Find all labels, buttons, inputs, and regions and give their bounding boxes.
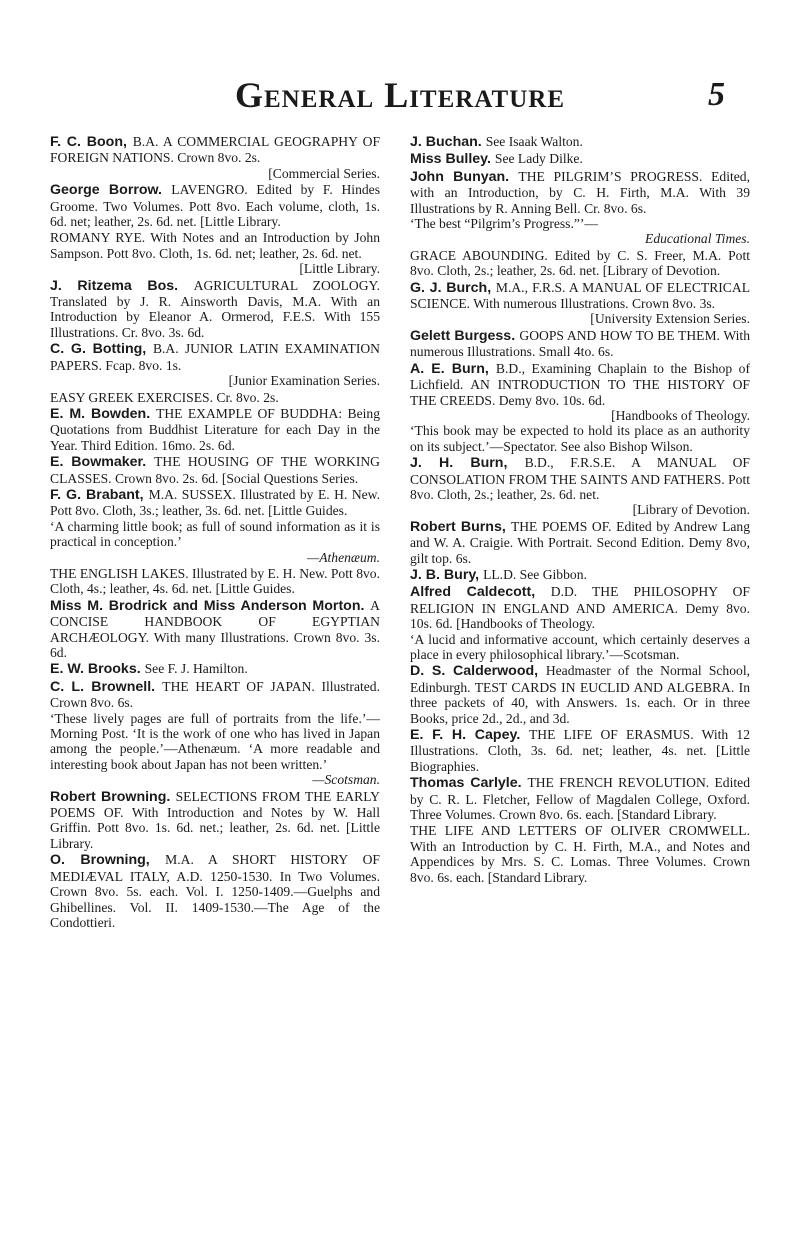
entry-quote: ‘The best “Pilgrim’s Progress.”’— — [410, 216, 599, 232]
catalogue-entry — [50, 182, 380, 229]
entry-series: [Little Library. — [299, 261, 380, 277]
entry-series: [Commercial Series. — [268, 165, 380, 181]
catalogue-entry — [50, 134, 380, 181]
entry-text: AGRICULTURAL ZOOLOGY. Translated by J. R. Ainsworth Davis, M.A. With an Introduction by Eleanor A. Ormerod, F.E.S. With 155 Illustrations. Cr. 8vo. 3s. 6d. — [50, 277, 380, 340]
entry-text: THE LIFE AND LETTERS OF OLIVER CROMWELL. With an Introduction by C. H. Firth, M.A., and Notes and Appendices by Mrs. S. C. Lomas. Three Volumes. Crown 8vo. 6s. each. [Standard Library. — [410, 823, 750, 885]
entry-text: THE ENGLISH LAKES. Illustrated by E. H. New. Pott 8vo. Cloth, 4s.; leather, 4s. 6d. net. [Little Guides. — [50, 565, 380, 597]
entry-quote: ‘A charming little book; as full of sound information as it is practical in conception.’ — [50, 518, 380, 550]
catalogue-entry — [50, 789, 380, 852]
right-column — [410, 134, 750, 886]
entry-text: THE FRENCH REVOLUTION. Edited by C. R. L. Fletcher, Fellow of Magdalen College, Oxford. Three Volumes. Crown 8vo. 6s. each. [Standard Library. — [410, 775, 750, 823]
entry-text: D.D. THE PHILOSOPHY OF RELIGION IN ENGLAND AND AMERICA. Demy 8vo. 10s. 6d. [Handbooks of Theology. — [410, 584, 750, 632]
catalogue-entry — [50, 598, 380, 661]
entry-author: Robert Browning. — [50, 788, 176, 805]
catalogue-entry — [410, 169, 750, 247]
entry-author: E. F. H. Capey. — [410, 727, 529, 744]
catalogue-entry — [50, 566, 380, 597]
catalogue-entry — [50, 454, 380, 486]
entry-quote: ‘This book may be expected to hold its place as an authority on its subject.’—Spectator. See also Bishop Wilson. — [410, 423, 750, 454]
catalogue-entry — [410, 328, 750, 360]
entry-author: George Borrow. — [50, 182, 172, 199]
catalogue-entry — [410, 280, 750, 327]
entry-series: [Library of Devotion. — [632, 502, 750, 518]
catalogue-entry — [410, 727, 750, 774]
catalogue-entry — [50, 406, 380, 453]
entry-series: [Junior Examination Series. — [228, 373, 380, 389]
catalogue-entry — [50, 661, 380, 677]
entry-text: A CONCISE HANDBOOK OF EGYPTIAN ARCHÆOLOGY. With many Illustrations. Crown 8vo. 3s. 6d. — [50, 597, 380, 660]
catalogue-entry — [50, 390, 380, 405]
entry-author: Miss M. Brodrick and Miss Anderson Morton. — [50, 597, 371, 614]
entry-author: A. E. Burn, — [410, 360, 496, 377]
catalogue-entry — [410, 584, 750, 662]
entry-author: D. S. Calderwood, — [410, 663, 546, 680]
entry-text: THE POEMS OF. Edited by Andrew Lang and W. A. Craigie. With Portrait. Second Edition. Demy 8vo, gilt top. 6s. — [410, 518, 750, 566]
entry-author: J. B. Bury, — [410, 566, 484, 583]
entry-quote-source: Educational Times. — [645, 231, 750, 247]
entry-author: Alfred Caldecott, — [410, 584, 551, 601]
entry-text: M.A. SUSSEX. Illustrated by E. H. New. Pott 8vo. Cloth, 3s.; leather, 3s. 6d. net. [Little Guides. — [50, 486, 380, 519]
entry-text: See F. J. Hamilton. — [144, 661, 248, 677]
entry-text: THE LIFE OF ERASMUS. With 12 Illustrations. Cloth, 3s. 6d. net; leather, 4s. net. [Little Biographies. — [410, 727, 750, 774]
entry-text: EASY GREEK EXERCISES. Cr. 8vo. 2s. — [50, 389, 279, 405]
entry-text: B.A. A COMMERCIAL GEOGRAPHY OF FOREIGN NATIONS. Crown 8vo. 2s. — [50, 134, 380, 166]
catalogue-entry — [410, 455, 750, 518]
entry-text: Headmaster of the Normal School, Edinburgh. TEST CARDS IN EUCLID AND ALGEBRA. In three packets of 40, with Answers. 1s. each. Or in three Books, price 2d., 2d., and 3d. — [410, 663, 750, 726]
catalogue-entry — [410, 248, 750, 279]
catalogue-entry — [410, 567, 750, 583]
entry-author: G. J. Burch, — [410, 279, 496, 296]
entry-series: [University Extension Series. — [590, 311, 750, 327]
left-column — [50, 134, 380, 931]
catalogue-entry — [50, 487, 380, 565]
entry-author: Miss Bulley. — [410, 151, 495, 168]
catalogue-entry — [50, 278, 380, 341]
entry-author: Gelett Burgess. — [410, 327, 520, 344]
entry-text: LL.D. See Gibbon. — [483, 566, 587, 582]
catalogue-entry — [410, 775, 750, 822]
entry-text: B.A. JUNIOR LATIN EXAMINATION PAPERS. Fcap. 8vo. 1s. — [50, 341, 380, 373]
entry-author: J. Ritzema Bos. — [50, 277, 194, 294]
entry-text: See Lady Dilke. — [494, 151, 583, 167]
entry-series: [Handbooks of Theology. — [611, 407, 750, 423]
catalogue-entry — [410, 663, 750, 726]
catalogue-entry — [50, 341, 380, 388]
catalogue-entry — [410, 134, 750, 150]
running-head — [0, 74, 800, 124]
entry-author: Thomas Carlyle. — [410, 775, 528, 792]
entry-text: LAVENGRO. Edited by F. Hindes Groome. Two Volumes. Pott 8vo. Each volume, cloth, 1s. 6d. net; leather, 2s. 6d. net. [Little Library. — [50, 182, 380, 230]
entry-text: B.D., F.R.S.E. A MANUAL OF CONSOLATION FROM THE SAINTS AND FATHERS. Pott 8vo. Cloth, 2s.; leather, 2s. 6d. net. — [410, 455, 750, 502]
entry-text: B.D., Examining Chaplain to the Bishop of Lichfield. AN INTRODUCTION TO THE HISTORY OF THE CREEDS. Demy 8vo. 10s. 6d. — [410, 360, 750, 408]
entry-author: F. C. Boon, — [50, 134, 133, 150]
entry-author: E. Bowmaker. — [50, 454, 155, 471]
entry-text: GOOPS AND HOW TO BE THEM. With numerous Illustrations. Small 4to. 6s. — [410, 327, 750, 360]
catalogue-entry — [410, 361, 750, 454]
entry-text: SELECTIONS FROM THE EARLY POEMS OF. With Introduction and Notes by W. Hall Griffin. Pott 8vo. 1s. 6d. net.; leather, 2s. 6d. net. [Little Library. — [50, 788, 380, 851]
entry-text: See Isaak Walton. — [485, 134, 583, 149]
page-number: 5 — [708, 76, 725, 113]
entry-text: M.A., F.R.S. A MANUAL OF ELECTRICAL SCIENCE. With numerous Illustrations. Crown 8vo. 3s. — [410, 279, 750, 312]
entry-author: C. G. Botting, — [50, 341, 153, 358]
entry-author: J. H. Burn, — [410, 455, 525, 472]
entry-text: GRACE ABOUNDING. Edited by C. S. Freer, M.A. Pott 8vo. Cloth, 2s.; leather, 2s. 6d. net. [Library of Devotion. — [410, 247, 750, 279]
entry-author: Robert Burns, — [410, 518, 511, 535]
entry-quote-source: —Athenæum. — [307, 549, 380, 565]
catalogue-entry — [410, 519, 750, 566]
entry-author: C. L. Brownell. — [50, 678, 163, 695]
entry-author: F. G. Brabant, — [50, 486, 149, 503]
catalogue-entry — [410, 823, 750, 885]
entry-author: John Bunyan. — [410, 168, 519, 185]
entry-text: ROMANY RYE. With Notes and an Introduction by John Sampson. Pott 8vo. Cloth, 1s. 6d. net; leather, 2s. 6d. net. — [50, 230, 380, 261]
entry-text: THE HOUSING OF THE WORKING CLASSES. Crown 8vo. 2s. 6d. [Social Questions Series. — [50, 454, 380, 486]
entry-text: M.A. A SHORT HISTORY OF MEDIÆVAL ITALY, A.D. 1250-1530. In Two Volumes. Crown 8vo. 5s. each. Vol. I. 1250-1409.—Guelphs and Ghibellines. Vol. II. 1409-1530.—The Age of the Condottieri. — [50, 852, 380, 930]
catalogue-entry — [50, 852, 380, 930]
entry-author: E. M. Bowden. — [50, 405, 157, 422]
entry-author: J. Buchan. — [410, 134, 486, 150]
entry-quote: ‘A lucid and informative account, which certainly deserves a place in every philosophical library.’—Scotsman. — [410, 631, 750, 662]
catalogue-entry — [50, 679, 380, 788]
entry-text: THE EXAMPLE OF BUDDHA: Being Quotations from Buddhist Literature for each Day in the Year. Third Edition. 16mo. 2s. 6d. — [50, 405, 380, 453]
entry-quote-source: —Scotsman. — [312, 772, 380, 788]
catalogue-entry — [410, 151, 750, 167]
entry-text: THE HEART OF JAPAN. Illustrated. Crown 8vo. 6s. — [50, 678, 380, 711]
entry-author: O. Browning, — [50, 852, 166, 869]
entry-text: THE PILGRIM’S PROGRESS. Edited, with an Introduction, by C. H. Firth, M.A. With 39 Illustrations by R. Anning Bell. Cr. 8vo. 6s. — [410, 168, 750, 216]
entry-author: E. W. Brooks. — [50, 661, 145, 678]
page-title: General Literature — [235, 75, 565, 115]
catalogue-entry — [50, 230, 380, 276]
entry-quote: ‘These lively pages are full of portraits from the life.’—Morning Post. ‘It is the work of one who has lived in Japan among the people.’—Athenæum. ‘A more readable and interesting book about Japan has not been written.’ — [50, 710, 380, 772]
